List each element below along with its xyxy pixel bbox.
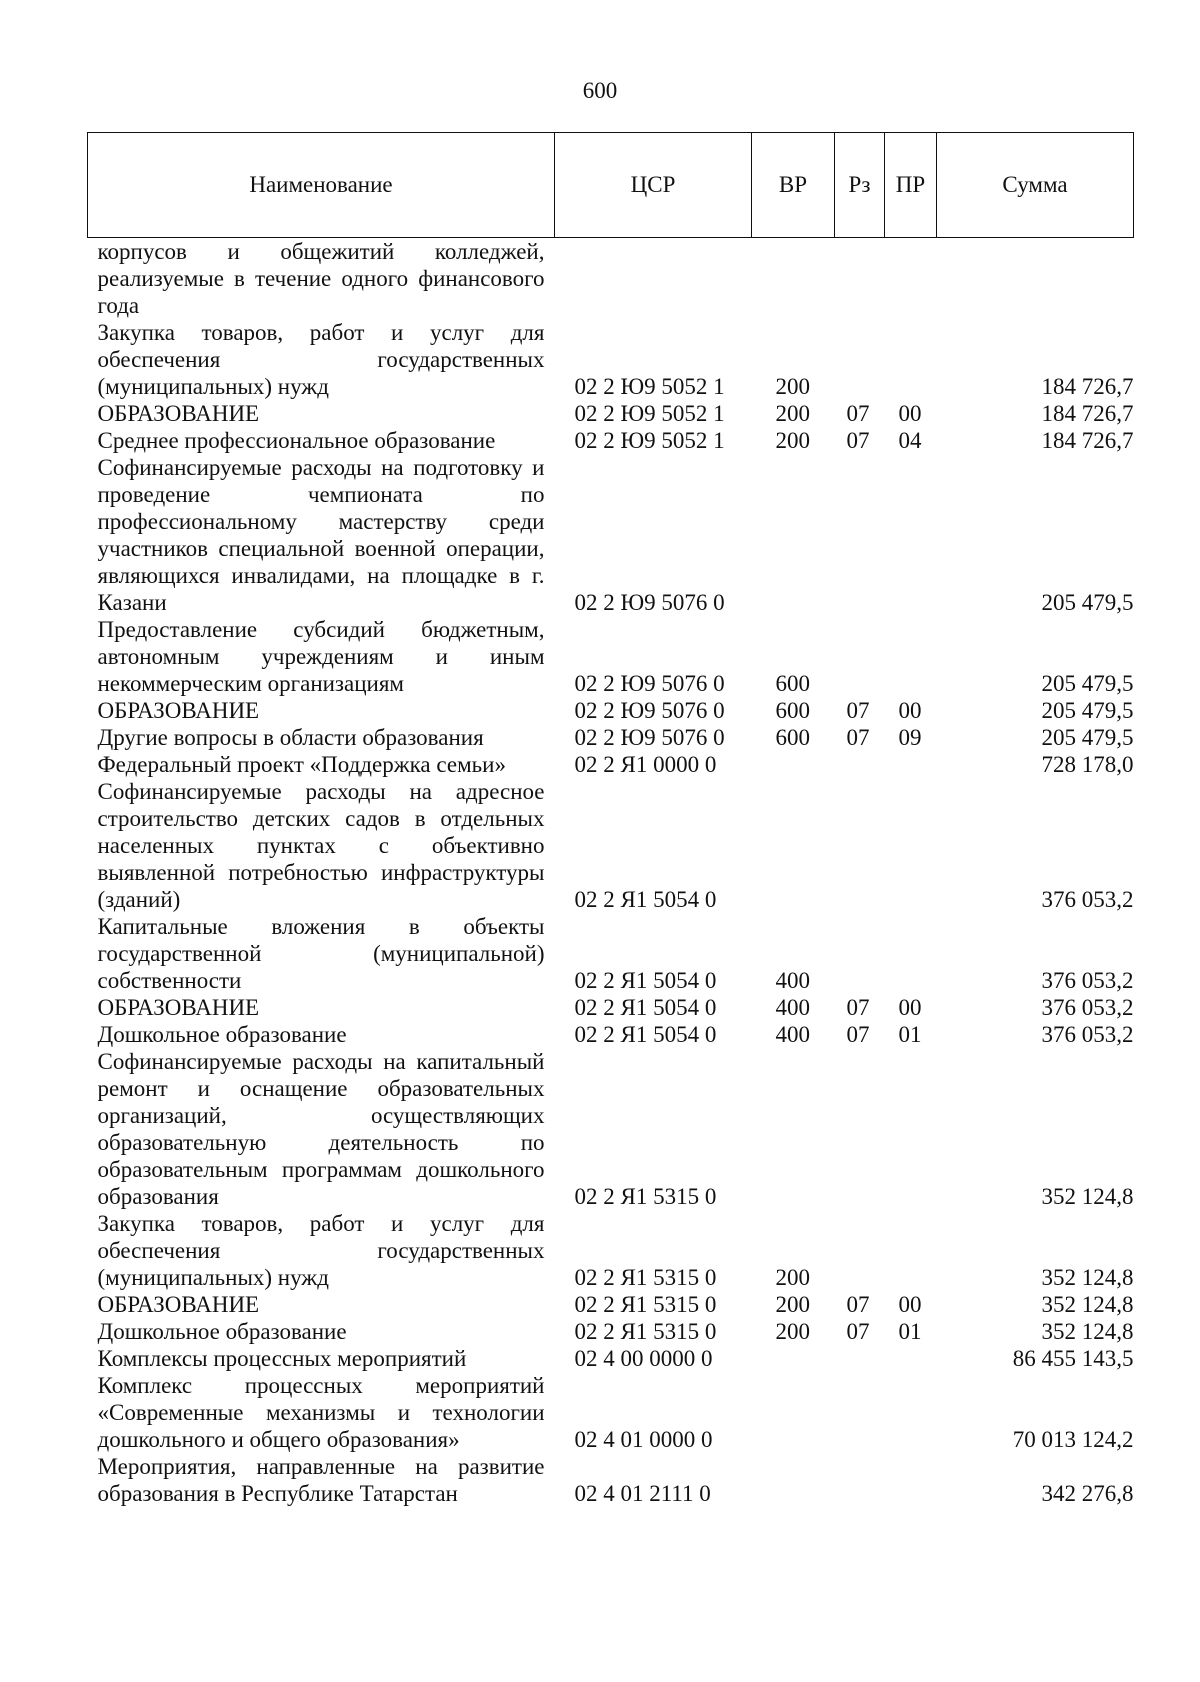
cell-sum: 376 053,2: [1041, 887, 1134, 912]
cell-pr: [885, 751, 937, 778]
cell-name: ОБРАЗОВАНИЕ: [97, 1292, 260, 1317]
cell-vr: [752, 751, 835, 778]
cell-sum: 205 479,5: [1041, 590, 1134, 615]
cell-sum: 376 053,2: [1041, 1022, 1134, 1047]
cell-pr: [885, 1210, 937, 1291]
cell-rz: 07: [846, 698, 870, 723]
table-row: [88, 238, 1134, 320]
header-pr: ПР: [885, 133, 937, 238]
cell-rz: 07: [846, 1319, 870, 1344]
cell-pr: [885, 238, 937, 320]
cell-csr: 02 4 01 0000 0: [574, 1427, 713, 1452]
cell-pr: 01: [898, 1022, 922, 1047]
cell-vr: 600: [775, 698, 810, 723]
cell-rz: [835, 454, 885, 616]
cell-pr: [885, 913, 937, 994]
page-number: 600: [582, 78, 618, 103]
cell-name: Капитальные вложения в объекты государственной (муниципальной) собственности: [97, 914, 545, 993]
cell-rz: [835, 751, 885, 778]
cell-sum: 352 124,8: [1041, 1265, 1134, 1290]
cell-vr: 200: [775, 1319, 810, 1344]
cell-rz: 07: [846, 725, 870, 750]
cell-vr: [752, 778, 835, 913]
cell-name: Софинансируемые расходы на подготовку и проведение чемпионата по профессиональному мастерству среди участников специальной военной операции, являющихся инвалидами, на площадке в г. Казани: [97, 455, 545, 615]
cell-name: корпусов и общежитий колледжей, реализуемые в течение одного финансового года: [97, 239, 545, 318]
table-row: [88, 400, 1134, 427]
cell-vr: [752, 1048, 835, 1210]
cell-csr: 02 2 Ю9 5076 0: [574, 671, 725, 696]
cell-pr: [885, 319, 937, 400]
cell-sum: 205 479,5: [1041, 671, 1134, 696]
cell-name: Среднее профессиональное образование: [97, 428, 496, 453]
cell-vr: 200: [775, 1265, 810, 1290]
table-row: [88, 1345, 1134, 1372]
cell-vr: 200: [775, 1292, 810, 1317]
cell-rz: [835, 319, 885, 400]
cell-sum: 728 178,0: [1041, 752, 1134, 777]
cell-sum: 342 276,8: [1041, 1481, 1134, 1506]
cell-name: Мероприятия, направленные на развитие образования в Республике Татарстан: [97, 1454, 545, 1506]
cell-vr: [752, 1345, 835, 1372]
cell-sum: 352 124,8: [1041, 1184, 1134, 1209]
cell-vr: 400: [775, 995, 810, 1020]
cell-rz: 07: [846, 428, 870, 453]
cell-vr: [752, 1453, 835, 1507]
header-csr: ЦСР: [555, 133, 752, 238]
cell-rz: 07: [846, 995, 870, 1020]
cell-name: Закупка товаров, работ и услуг для обеспечения государственных (муниципальных) нужд: [97, 320, 545, 399]
cell-name: ОБРАЗОВАНИЕ: [97, 995, 260, 1020]
cell-name: Закупка товаров, работ и услуг для обеспечения государственных (муниципальных) нужд: [97, 1211, 545, 1290]
cell-pr: 04: [898, 428, 922, 453]
cell-sum: 184 726,7: [1041, 374, 1134, 399]
cell-csr: [555, 238, 752, 320]
cell-name: Федеральный проект «Поддержка семьи»: [97, 752, 506, 777]
cell-pr: 09: [898, 725, 922, 750]
cell-csr: 02 2 Ю9 5076 0: [574, 725, 725, 750]
cell-rz: [835, 913, 885, 994]
cell-csr: 02 2 Я1 5315 0: [574, 1184, 717, 1209]
cell-rz: 07: [846, 401, 870, 426]
cell-sum: 184 726,7: [1041, 428, 1134, 453]
cell-rz: [835, 778, 885, 913]
table-row: [88, 1048, 1134, 1210]
cell-pr: 00: [898, 995, 922, 1020]
cell-name: Дошкольное образование: [97, 1319, 347, 1344]
cell-rz: 07: [846, 1022, 870, 1047]
cell-csr: 02 2 Я1 0000 0: [574, 752, 717, 777]
cell-vr: 400: [775, 968, 810, 993]
cell-name: ОБРАЗОВАНИЕ: [97, 698, 260, 723]
cell-pr: [885, 1372, 937, 1453]
cell-pr: 01: [898, 1319, 922, 1344]
cell-vr: 600: [775, 725, 810, 750]
cell-rz: [835, 1210, 885, 1291]
table-row: [88, 1210, 1134, 1291]
table-row: [88, 427, 1134, 454]
cell-name: Предоставление субсидий бюджетным, автономным учреждениям и иным некоммерческим организациям: [97, 617, 545, 696]
cell-csr: 02 2 Ю9 5052 1: [574, 374, 725, 399]
cell-sum: 184 726,7: [1041, 401, 1134, 426]
table-row: [88, 616, 1134, 697]
budget-table: [87, 132, 1134, 1507]
cell-pr: [885, 778, 937, 913]
table-row: [88, 454, 1134, 616]
cell-pr: [885, 1453, 937, 1507]
cell-csr: 02 2 Я1 5054 0: [574, 968, 717, 993]
cell-vr: 400: [775, 1022, 810, 1047]
table-row: [88, 319, 1134, 400]
cell-csr: 02 2 Я1 5054 0: [574, 1022, 717, 1047]
cell-csr: 02 2 Я1 5054 0: [574, 995, 717, 1020]
cell-csr: 02 2 Я1 5315 0: [574, 1265, 717, 1290]
cell-sum: 70 013 124,2: [1012, 1427, 1134, 1452]
cell-sum: [937, 238, 1134, 320]
cell-sum: 86 455 143,5: [1012, 1346, 1134, 1371]
cell-pr: 00: [898, 698, 922, 723]
cell-csr: 02 2 Я1 5054 0: [574, 887, 717, 912]
cell-rz: 07: [846, 1292, 870, 1317]
table-header: [88, 133, 1134, 238]
table-row: [88, 1318, 1134, 1345]
cell-pr: [885, 616, 937, 697]
cell-sum: 205 479,5: [1041, 698, 1134, 723]
header-name: Наименование: [88, 133, 555, 238]
cell-csr: 02 4 01 2111 0: [574, 1481, 711, 1506]
cell-rz: [835, 238, 885, 320]
cell-name: Комплекс процессных мероприятий «Современные механизмы и технологии дошкольного и общего образования»: [97, 1373, 545, 1452]
cell-csr: 02 2 Ю9 5076 0: [574, 590, 725, 615]
cell-csr: 02 2 Я1 5315 0: [574, 1319, 717, 1344]
cell-rz: [835, 1453, 885, 1507]
table-body: [88, 238, 1134, 1508]
cell-csr: 02 2 Я1 5315 0: [574, 1292, 717, 1317]
cell-sum: 205 479,5: [1041, 725, 1134, 750]
cell-sum: 376 053,2: [1041, 995, 1134, 1020]
table-row: [88, 1372, 1134, 1453]
cell-csr: 02 2 Ю9 5076 0: [574, 698, 725, 723]
cell-sum: 376 053,2: [1041, 968, 1134, 993]
table-row: [88, 1021, 1134, 1048]
table-row: [88, 994, 1134, 1021]
cell-vr: [752, 454, 835, 616]
cell-pr: [885, 1048, 937, 1210]
cell-vr: 200: [775, 401, 810, 426]
cell-csr: 02 2 Ю9 5052 1: [574, 428, 725, 453]
cell-vr: [752, 1372, 835, 1453]
cell-rz: [835, 1345, 885, 1372]
table-row: [88, 778, 1134, 913]
cell-vr: [752, 238, 835, 320]
header-vr: ВР: [752, 133, 835, 238]
header-sum: Сумма: [937, 133, 1134, 238]
cell-vr: 200: [775, 374, 810, 399]
cell-name: Комплексы процессных мероприятий: [97, 1346, 467, 1371]
cell-name: Другие вопросы в области образования: [97, 725, 484, 750]
cell-name: Софинансируемые расходы на адресное строительство детских садов в отдельных населенных пунктах с объективно выявленной потребностью инфраструктуры (зданий): [97, 779, 545, 912]
cell-vr: 200: [775, 428, 810, 453]
cell-name: ОБРАЗОВАНИЕ: [97, 401, 260, 426]
cell-name: Дошкольное образование: [97, 1022, 347, 1047]
cell-sum: 352 124,8: [1041, 1319, 1134, 1344]
cell-pr: 00: [898, 1292, 922, 1317]
cell-pr: [885, 1345, 937, 1372]
table-row: [88, 1453, 1134, 1507]
cell-rz: [835, 1372, 885, 1453]
cell-rz: [835, 1048, 885, 1210]
cell-pr: [885, 454, 937, 616]
cell-csr: 02 2 Ю9 5052 1: [574, 401, 725, 426]
cell-name: Софинансируемые расходы на капитальный ремонт и оснащение образовательных организаций, осуществляющих образовательную деятельность по образовательным программам дошкольного образования: [97, 1049, 545, 1209]
table-row: [88, 697, 1134, 724]
table-row: [88, 1291, 1134, 1318]
cell-rz: [835, 616, 885, 697]
cell-sum: 352 124,8: [1041, 1292, 1134, 1317]
table-row: [88, 751, 1134, 778]
cell-csr: 02 4 00 0000 0: [574, 1346, 713, 1371]
cell-vr: 600: [775, 671, 810, 696]
cell-pr: 00: [898, 401, 922, 426]
table-row: [88, 913, 1134, 994]
header-rz: Рз: [835, 133, 885, 238]
table-row: [88, 724, 1134, 751]
